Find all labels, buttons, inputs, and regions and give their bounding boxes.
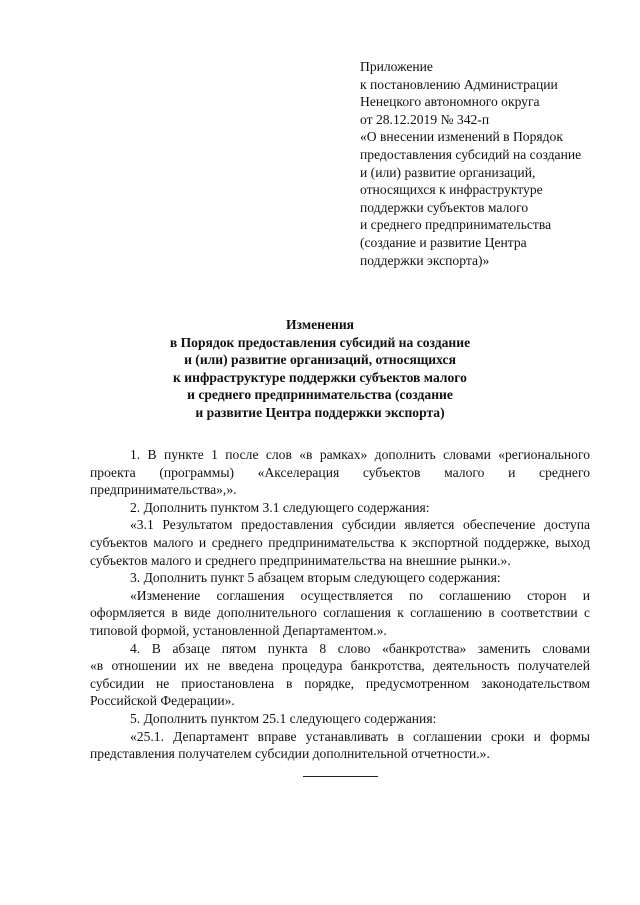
appendix-line: относящихся к инфраструктуре <box>360 182 543 198</box>
title-line: и среднего предпринимательства (создание <box>187 387 453 403</box>
title-line: к инфраструктуре поддержки субъектов малого <box>173 369 467 385</box>
appendix-line: и среднего предпринимательства <box>360 217 552 233</box>
document-title <box>120 316 520 422</box>
appendix-line: от 28.12.2019 № 342-п <box>360 111 490 127</box>
appendix-line: поддержки экспорта)» <box>360 252 490 268</box>
appendix-line: и (или) развитие организаций, <box>360 164 536 180</box>
paragraph-1-line-3: предпринимательства»,». <box>90 482 237 498</box>
paragraph-6-rest: «в отношении их не введена процедура банкротства, деятельность получателей субсидии не приостановлена в порядке, предусмотренном законодательством Российской Федерации». <box>90 658 590 709</box>
paragraph-6-line-1: 4. В абзаце пятом пункта 8 слово «банкротства» заменить словами <box>130 640 590 656</box>
appendix-line: Ненецкого автономного округа <box>360 94 540 110</box>
title-line: и развитие Центра поддержки экспорта) <box>195 404 445 420</box>
paragraph-4: 3. Дополнить пункт 5 абзацем вторым следующего содержания: <box>130 570 501 586</box>
appendix-line: Приложение <box>360 59 433 74</box>
appendix-line: предоставления субсидий на создание <box>360 146 582 162</box>
title-line: в Порядок предоставления субсидий на создание <box>169 334 471 350</box>
appendix-line: «О внесении изменений в Порядок <box>360 129 563 145</box>
paragraph-2: 2. Дополнить пунктом 3.1 следующего содержания: <box>130 499 430 515</box>
paragraph-7: 5. Дополнить пунктом 25.1 следующего содержания: <box>130 710 437 726</box>
title-line: и (или) развитие организаций, относящихся <box>184 352 456 368</box>
paragraph-1-line-1: 1. В пункте 1 после слов «в рамках» дополнить словами «регионального <box>130 447 590 462</box>
appendix-line: к постановлению Администрации <box>360 76 558 92</box>
title-line: Изменения <box>285 317 355 332</box>
paragraph-5: «Изменение соглашения осуществляется по соглашению сторон и оформляется в виде дополнительного соглашения к соглашению в соответствии с типовой формой, установленной Департаментом.». <box>90 587 590 638</box>
closing-separator-line <box>303 776 378 777</box>
paragraph-8: «25.1. Департамент вправе устанавливать в соглашении сроки и формы представления получателем субсидии дополнительной отчетности.». <box>90 728 590 762</box>
appendix-line: поддержки субъектов малого <box>360 199 529 215</box>
appendix-line: (создание и развитие Центра <box>360 234 527 250</box>
paragraph-3: «3.1 Результатом предоставления субсидии является обеспечение доступа субъектов малого и среднего предпринимательства к экспортной поддержке, выход субъектов малого и среднего предпринимательства на внешние рынки.». <box>90 517 590 568</box>
document-body <box>90 446 590 763</box>
paragraph-1-line-2: проекта (программы) «Акселерация субъектов малого и среднего <box>90 464 590 480</box>
appendix-block <box>360 58 630 269</box>
